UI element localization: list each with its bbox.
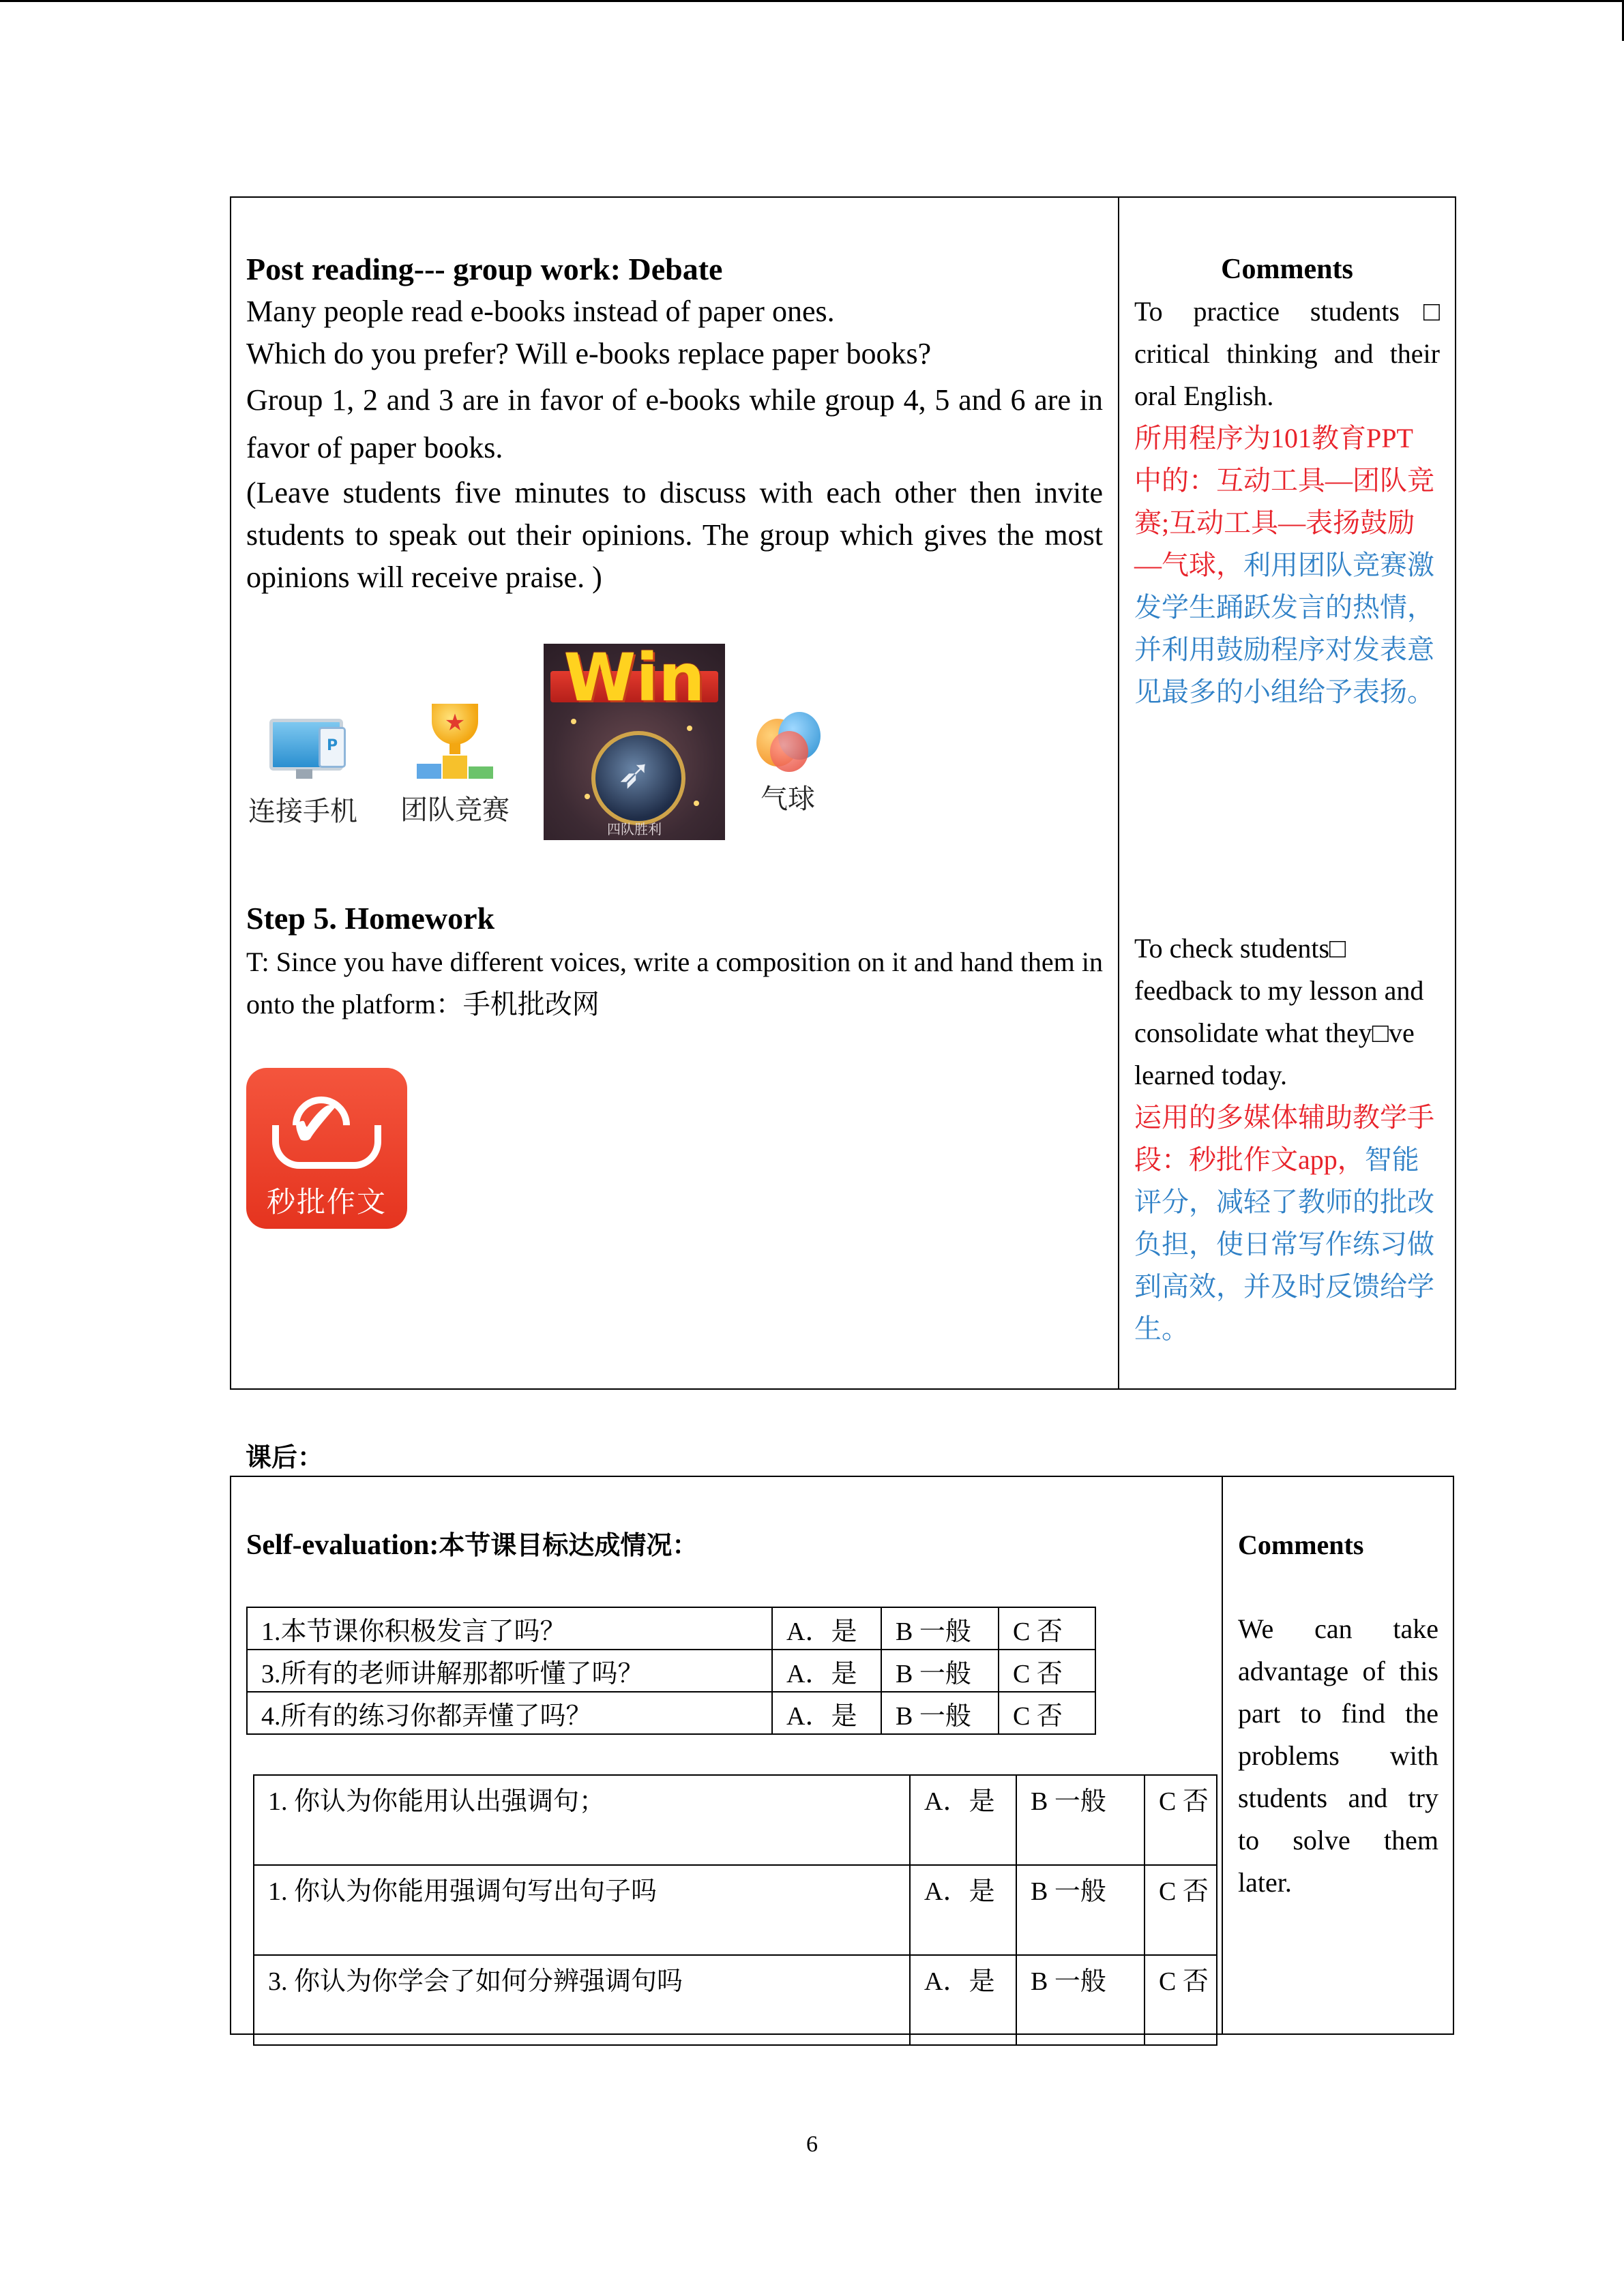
- option-c-cell: C 否: [1145, 1955, 1217, 2045]
- question-cell: 1. 你认为你能用强调句写出句子吗: [254, 1865, 910, 1955]
- comment-purpose-homework: To check students□ feedback to my lesson and consolidate what they□ve learned today.: [1134, 933, 1424, 1090]
- self-evaluation-cell: [231, 1476, 1222, 2034]
- table-row: [247, 1692, 1095, 1734]
- table-row: [247, 1607, 1095, 1650]
- table-row: [254, 1775, 1217, 1865]
- question-cell: 4.所有的练习你都弄懂了吗？: [247, 1692, 772, 1734]
- connect-phone-tool: [238, 716, 368, 829]
- lesson-plan-table: [230, 196, 1456, 1390]
- app-name: 秒批作文: [266, 1185, 387, 1219]
- comments-text: We can take advantage of this part to find the problems with students and try to solve them later.: [1238, 1613, 1438, 1898]
- self-evaluation-heading-en: Self-evaluation:: [246, 1530, 439, 1561]
- table-row: [254, 1865, 1217, 1955]
- table-row: [247, 1650, 1095, 1692]
- monitor-phone-icon: P: [265, 716, 340, 777]
- post-reading-question: Which do you prefer? Will e-books replace paper books?: [246, 337, 932, 370]
- option-b-cell: B 一般: [881, 1692, 999, 1734]
- self-evaluation-heading-zh: 本节课目标达成情况：: [439, 1532, 698, 1560]
- debate-instructions: (Leave students five minutes to discuss with each other then invite students to speak out their opinions. The group which gives the most opinions will receive praise. ): [246, 476, 1103, 594]
- trophy-podium-icon: ★: [414, 704, 496, 779]
- option-c-cell: C 否: [999, 1607, 1095, 1650]
- balloon-icon: [747, 708, 829, 776]
- balloon-label: 气球: [761, 784, 815, 815]
- evaluation-table-a: [246, 1607, 1096, 1735]
- option-c-cell: C 否: [999, 1650, 1095, 1692]
- win-caption: 四队胜利: [607, 821, 662, 837]
- comment-note-homework: [1134, 1097, 1440, 1350]
- question-cell: 3. 你认为你学会了如何分辨强调句吗: [254, 1955, 910, 2045]
- option-b-cell: B 一般: [1016, 1775, 1145, 1865]
- activity-cell: [231, 197, 1119, 1389]
- option-a-cell: A．是: [910, 1865, 1016, 1955]
- comment-note-debate-red: 所用程序为101教育PPT中的：互动工具—团队竞赛;互动工具—表扬鼓励—气球，: [1134, 423, 1434, 580]
- self-evaluation-table: [230, 1476, 1454, 2035]
- after-class-label: 课后：: [246, 1444, 324, 1472]
- balloon-tool: [733, 708, 842, 816]
- page-number: 6: [806, 2132, 818, 2157]
- option-c-cell: C 否: [999, 1692, 1095, 1734]
- option-a-cell: A．是: [772, 1607, 881, 1650]
- page-top-border: [0, 0, 1624, 2]
- option-a-cell: A．是: [772, 1650, 881, 1692]
- question-cell: 1. 你认为你能用认出强调句；: [254, 1775, 910, 1865]
- option-c-cell: C 否: [1145, 1775, 1217, 1865]
- cloud-check-icon: ✔ 秒批作文: [246, 1068, 407, 1229]
- question-cell: 1.本节课你积极发言了吗？: [247, 1607, 772, 1650]
- option-b-cell: B 一般: [881, 1607, 999, 1650]
- option-a-cell: A．是: [910, 1955, 1016, 2045]
- comment-note-homework-blue: 智能评分，减轻了教师的批改负担，使日常写作练习做到高效，并及时反馈给学生。: [1134, 1144, 1434, 1344]
- homework-heading: Step 5. Homework: [246, 901, 495, 936]
- option-b-cell: B 一般: [1016, 1865, 1145, 1955]
- win-badge-icon: Win ➶ 四队胜利: [544, 644, 725, 840]
- connect-phone-label: 连接手机: [248, 796, 357, 827]
- post-reading-heading: Post reading--- group work: Debate: [246, 252, 723, 286]
- option-a-cell: A．是: [910, 1775, 1016, 1865]
- comment-note-debate-blue: 利用团队竞赛激发学生踊跃发言的热情，并利用鼓励程序对发表意见最多的小组给予表扬。: [1134, 550, 1434, 707]
- comment-note-debate: [1134, 417, 1440, 713]
- self-evaluation-comments-cell: [1222, 1476, 1453, 2034]
- comment-note-homework-red: 运用的多媒体辅助教学手段：秒批作文app，: [1134, 1102, 1434, 1175]
- comments-heading: Comments: [1238, 1530, 1364, 1560]
- evaluation-table-b: [253, 1774, 1217, 2046]
- comment-purpose-debate: To practice students□ critical thinking and their oral English.: [1134, 296, 1440, 411]
- option-c-cell: C 否: [1145, 1865, 1217, 1955]
- comments-heading: Comments: [1221, 254, 1353, 285]
- question-cell: 3.所有的老师讲解那都听懂了吗？: [247, 1650, 772, 1692]
- win-word: Win: [563, 644, 705, 716]
- comments-cell: [1119, 197, 1456, 1389]
- table-row: [254, 1955, 1217, 2045]
- option-b-cell: B 一般: [1016, 1955, 1145, 2045]
- self-evaluation-heading: [246, 1525, 698, 1566]
- option-b-cell: B 一般: [881, 1650, 999, 1692]
- option-a-cell: A．是: [772, 1692, 881, 1734]
- team-contest-tool: [383, 704, 527, 827]
- group-assignment-text: Group 1, 2 and 3 are in favor of e-books while group 4, 5 and 6 are in favor of paper books.: [246, 383, 1103, 464]
- team-contest-label: 团队竞赛: [400, 794, 510, 826]
- post-reading-line: Many people read e-books instead of paper ones.: [246, 295, 835, 328]
- homework-text: T: Since you have different voices, write a composition on it and hand them in onto the platform：手机批改网: [246, 946, 1103, 1019]
